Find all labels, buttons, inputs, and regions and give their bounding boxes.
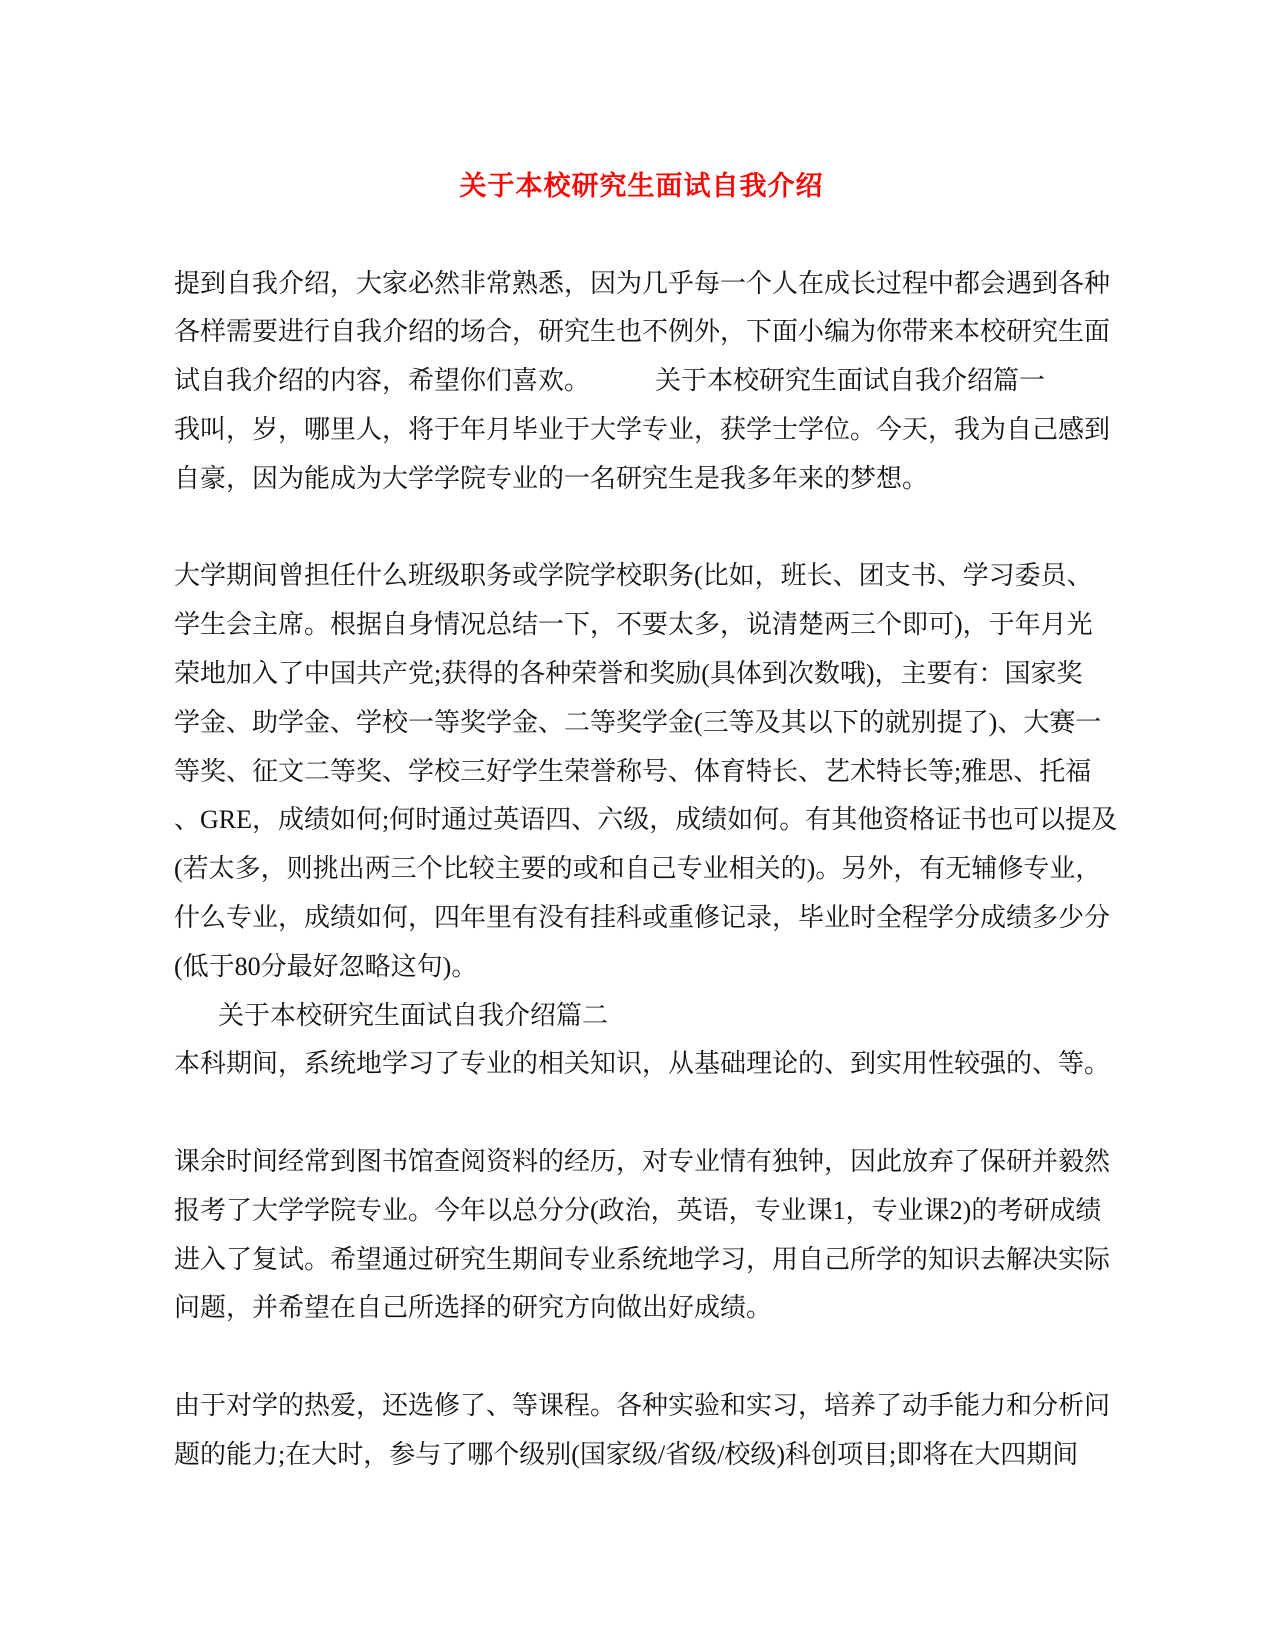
blank-line (174, 1333, 1115, 1382)
document-body (0, 260, 1275, 1480)
text-line: 进入了复试。希望通过研究生期间专业系统地学习，用自己所学的知识去解决实际 (174, 1244, 1111, 1274)
text-line: 由于对学的热爱，还选修了、等课程。各种实验和实习，培养了动手能力和分析问 (174, 1390, 1111, 1420)
text-line: 学金、助学金、学校一等奖学金、二等奖学金(三等及其以下的就别提了)、大赛一 (174, 707, 1102, 737)
text-line: (低于80分最好忽略这句)。 (174, 951, 478, 981)
text-line: 问题，并希望在自己所选择的研究方向做出好成绩。 (174, 1293, 773, 1323)
text-line: 荣地加入了中国共产党;获得的各种荣誉和奖励(具体到次数哦)，主要有：国家奖 (174, 658, 1083, 688)
text-line: 学生会主席。根据自身情况总结一下，不要太多，说清楚两三个即可)，于年月光 (174, 610, 1093, 640)
text-line: 自豪，因为能成为大学学院专业的一名研究生是我多年来的梦想。 (174, 463, 929, 493)
text-line: 等奖、征文二等奖、学校三好学生荣誉称号、体育特长、艺术特长等;雅思、托福 (174, 756, 1092, 786)
text-line: 大学期间曾担任什么班级职务或学院学校职务(比如，班长、团支书、学习委员、 (174, 561, 1093, 591)
text-line: 报考了大学学院专业。今年以总分分(政治，英语，专业课1，专业课2)的考研成绩 (174, 1195, 1102, 1225)
text-line: 题的能力;在大时，参与了哪个级别(国家级/省级/校级)科创项目;即将在大四期间 (174, 1439, 1079, 1469)
text-line: 本科期间，系统地学习了专业的相关知识，从基础理论的、到实用性较强的、等。 (174, 1049, 1111, 1079)
text-line: 各样需要进行自我介绍的场合，研究生也不例外，下面小编为你带来本校研究生面 (174, 317, 1111, 347)
text-line: 什么专业，成绩如何，四年里有没有挂科或重修记录，毕业时全程学分成绩多少分 (174, 902, 1111, 932)
document-title: 关于本校研究生面试自我介绍 (459, 171, 824, 201)
text-line: (若太多，则挑出两三个比较主要的或和自己专业相关的)。另外，有无辅修专业， (174, 854, 1102, 884)
text-line: 、GRE，成绩如何;何时通过英语四、六级，成绩如何。有其他资格证书也可以提及 (174, 805, 1118, 835)
text-line: 课余时间经常到图书馆查阅资料的经历，对专业情有独钟，因此放弃了保研并毅然 (174, 1146, 1111, 1176)
blank-line (174, 504, 1115, 553)
text-line: 我叫，岁，哪里人，将于年月毕业于大学专业，获学士学位。今天，我为自己感到 (174, 414, 1111, 444)
text-line: 关于本校研究生面试自我介绍篇二 (218, 1000, 609, 1030)
text-line: 提到自我介绍，大家必然非常熟悉，因为几乎每一个人在成长过程中都会遇到各种 (174, 268, 1111, 298)
blank-line (174, 1089, 1115, 1138)
text-line: 试自我介绍的内容，希望你们喜欢。 关于本校研究生面试自我介绍篇一 (174, 366, 1046, 396)
